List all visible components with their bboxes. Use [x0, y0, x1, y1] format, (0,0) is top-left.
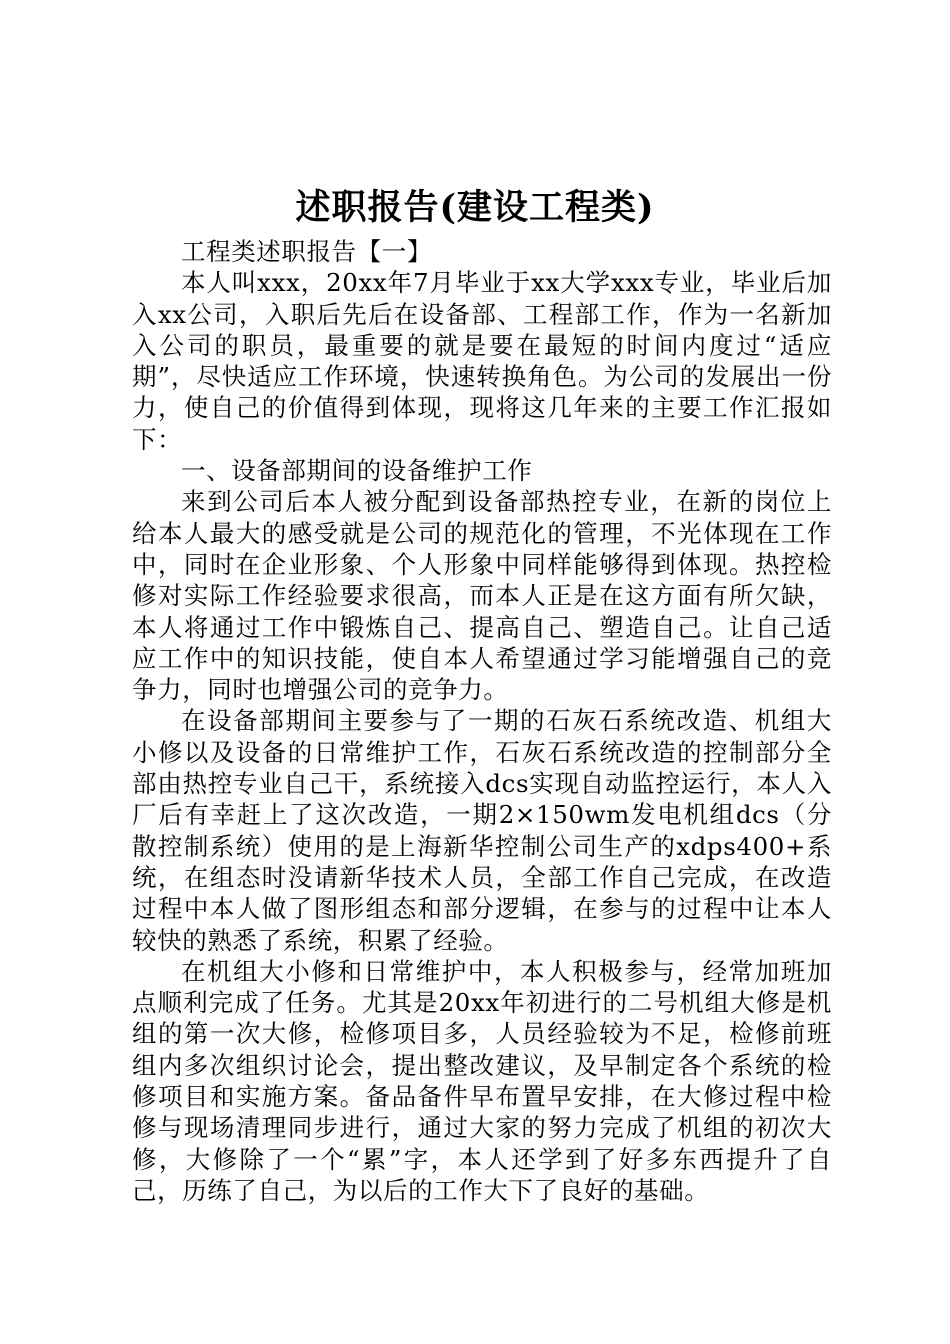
document-body [132, 236, 832, 1206]
body-paragraph: 在机组大小修和日常维护中，本人积极参与，经常加班加点顺利完成了任务。尤其是20xx年初进行的二号机组大修是机组的第一次大修，检修项目多，人员经验较为不足，检修前班组内多次组织讨论会，提出整改建议，及早制定各个系统的检修项目和实施方案。备品备件早布置早安排，在大修过程中检修与现场清理同步进行，通过大家的努力完成了机组的初次大修，大修除了一个“累”字，本人还学到了好多东西提升了自己，历练了自己，为以后的工作大下了良好的基础。 [132, 956, 832, 1205]
section-heading: 一、设备部期间的设备维护工作 [181, 456, 533, 486]
body-paragraph: 在设备部期间主要参与了一期的石灰石系统改造、机组大小修以及设备的日常维护工作，石灰石系统改造的控制部分全部由热控专业自己干，系统接入dcs实现自动监控运行，本人入厂后有幸赶上了这次改造，一期2×150wm发电机组dcs（分散控制系统）使用的是上海新华控制公司生产的xdps400+系统，在组态时没请新华技术人员，全部工作自己完成，在改造过程中本人做了图形组态和部分逻辑，在参与的过程中让本人较快的熟悉了系统，积累了经验。 [132, 706, 832, 955]
body-paragraph: 来到公司后本人被分配到设备部热控专业，在新的岗位上给本人最大的感受就是公司的规范化的管理，不光体现在工作中，同时在企业形象、个人形象中同样能够得到体现。热控检修对实际工作经验要求很高，而本人正是在这方面有所欠缺，本人将通过工作中锻炼自己、提高自己、塑造自己。让自己适应工作中的知识技能，使自本人希望通过学习能增强自己的竞争力，同时也增强公司的竞争力。 [132, 487, 832, 705]
section-heading: 工程类述职报告【一】 [181, 237, 432, 266]
document-title: 述职报告(建设工程类) [295, 187, 655, 228]
body-paragraph: 本人叫xxx，20xx年7月毕业于xx大学xxx专业，毕业后加入xx公司，入职后先后在设备部、工程部工作，作为一名新加入公司的职员，最重要的就是要在最短的时间内度过“适应期”，尽快适应工作环境，快速转换角色。为公司的发展出一份力，使自己的价值得到体现，现将这几年来的主要工作汇报如下： [132, 268, 832, 454]
